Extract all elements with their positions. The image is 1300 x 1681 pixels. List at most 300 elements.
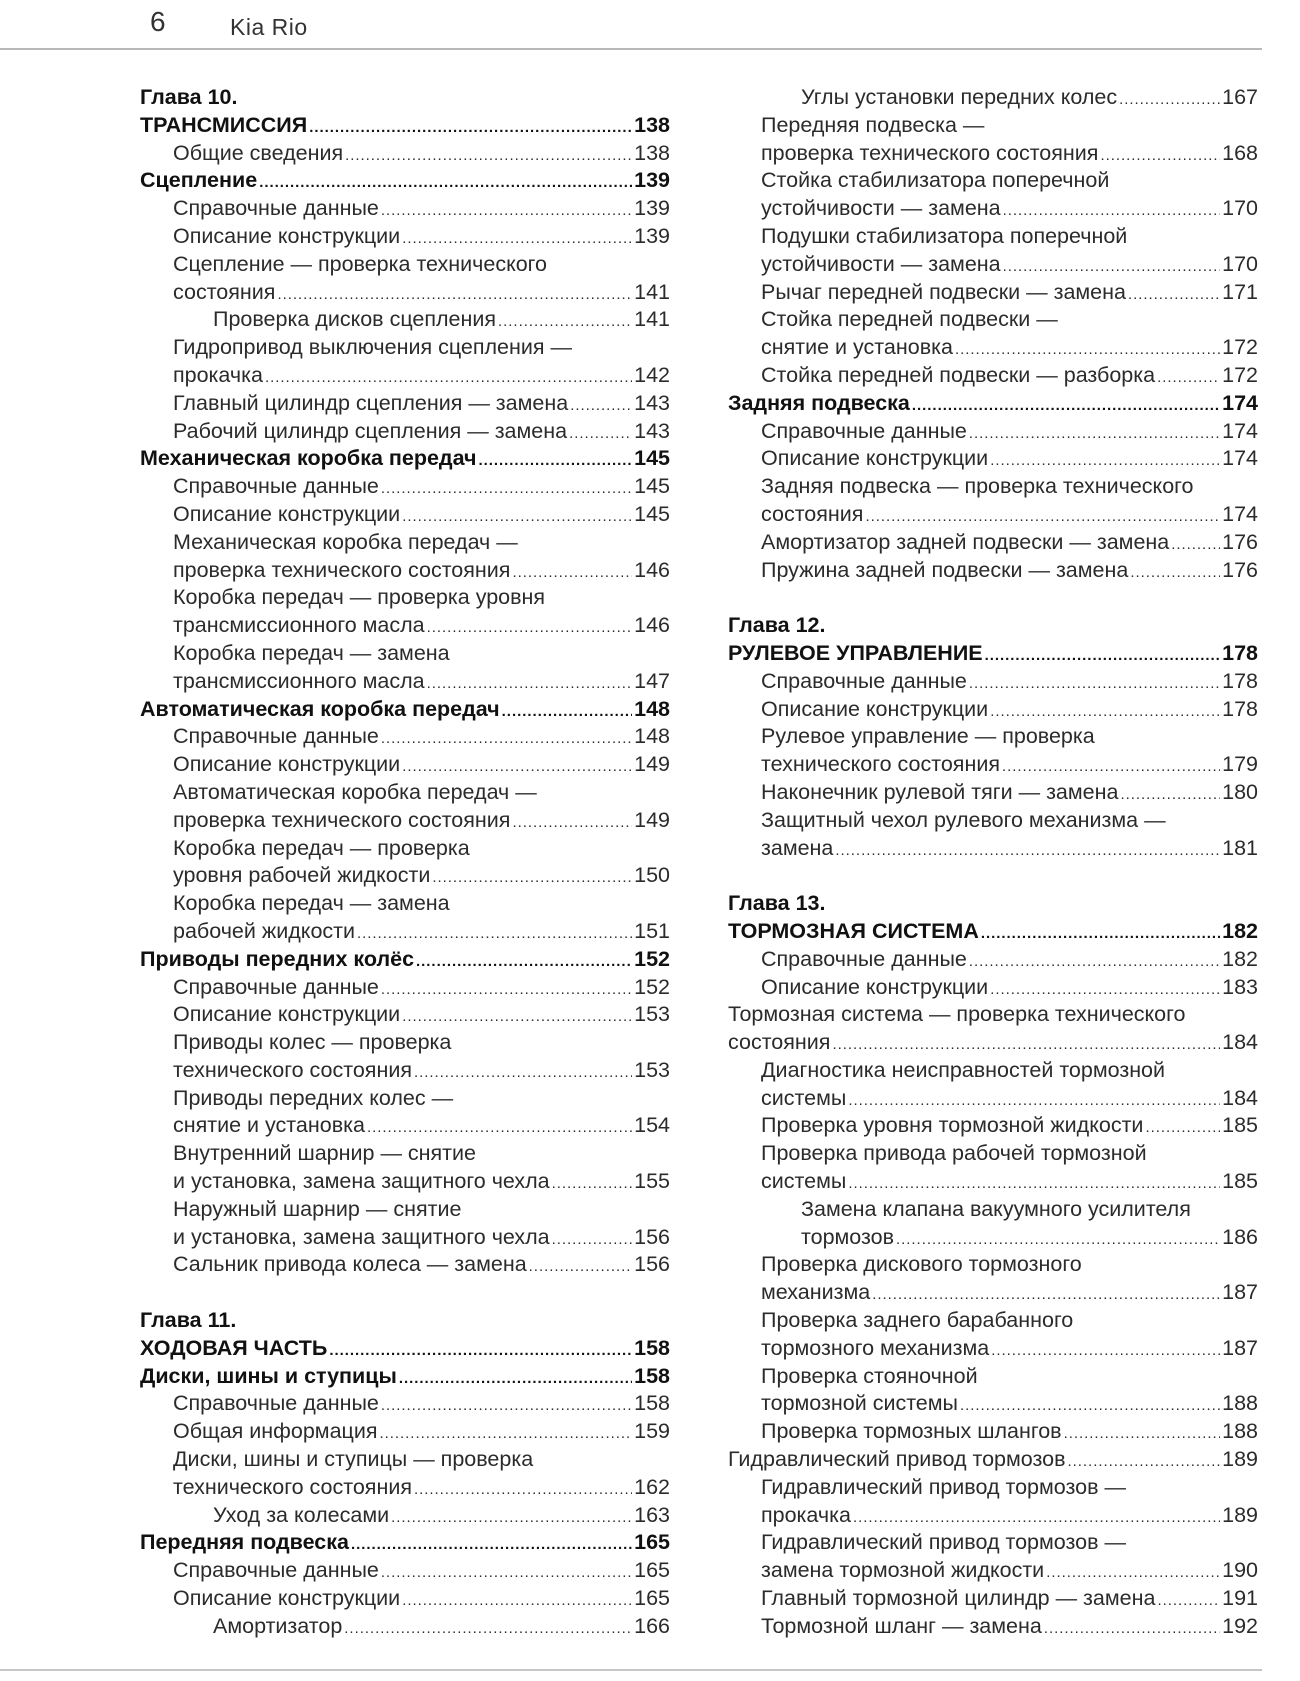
toc-entry-title: замена тормозной жидкости xyxy=(761,1558,1045,1583)
toc-page-number: 192 xyxy=(1222,1613,1258,1638)
toc-page-number: 162 xyxy=(634,1474,670,1499)
dot-leader xyxy=(1064,1418,1221,1446)
toc-entry xyxy=(728,279,1258,307)
toc-entry xyxy=(728,946,1258,974)
toc-entry-title: Диагностика неисправностей тормозной xyxy=(761,1057,1166,1082)
toc-entry xyxy=(140,306,670,334)
toc-page-number: 141 xyxy=(634,279,670,304)
dot-leader xyxy=(981,918,1220,946)
toc-entry-title: проверка технического состояния xyxy=(173,807,511,832)
toc-page-number: 148 xyxy=(634,724,670,749)
toc-page-number: 139 xyxy=(634,196,670,221)
dot-leader xyxy=(848,1168,1220,1196)
toc-page-number: 184 xyxy=(1222,1085,1258,1110)
toc-entry xyxy=(140,362,670,390)
dot-leader xyxy=(853,1502,1220,1530)
dot-leader xyxy=(896,1224,1220,1252)
toc-entry-title: Глава 11. xyxy=(140,1308,237,1333)
toc-page-number: 138 xyxy=(634,140,670,165)
toc-page-number: 152 xyxy=(634,946,670,971)
dot-leader xyxy=(835,835,1220,863)
toc-page-number: 188 xyxy=(1222,1391,1258,1416)
toc-entry-title: Справочные данные xyxy=(173,724,379,749)
toc-page-number: 158 xyxy=(634,1335,670,1360)
toc-entry-title: Приводы передних колес — xyxy=(173,1085,454,1110)
toc-entry-title: Рычаг передней подвески — замена xyxy=(761,279,1126,304)
toc-entry-title: Описание конструкции xyxy=(761,446,989,471)
toc-entry-title: Рабочий цилиндр сцепления — замена xyxy=(173,418,568,443)
dot-leader xyxy=(1068,1446,1221,1474)
toc-entry-title: Справочные данные xyxy=(173,974,379,999)
dot-leader xyxy=(1171,529,1220,557)
toc-entry xyxy=(728,1112,1258,1140)
dot-leader xyxy=(512,807,632,835)
dot-leader xyxy=(1100,140,1220,168)
chapter-heading xyxy=(140,84,670,112)
toc-entry xyxy=(728,1168,1258,1196)
toc-entry xyxy=(728,1140,1258,1168)
toc-entry xyxy=(728,1418,1258,1446)
dot-leader xyxy=(990,974,1220,1002)
toc-entry xyxy=(728,473,1258,501)
chapter-heading xyxy=(140,1307,670,1335)
toc-page-number: 145 xyxy=(634,446,670,471)
dot-leader xyxy=(865,501,1220,529)
toc-entry xyxy=(140,140,670,168)
toc-entry xyxy=(140,1474,670,1502)
toc-entry-title: Сальник привода колеса — замена xyxy=(173,1252,527,1277)
toc-page-number: 176 xyxy=(1222,557,1258,582)
chapter-heading xyxy=(728,890,1258,918)
toc-entry xyxy=(728,362,1258,390)
toc-page-number: 189 xyxy=(1222,1447,1258,1472)
toc-page-number: 158 xyxy=(634,1391,670,1416)
toc-page-number: 143 xyxy=(634,418,670,443)
toc-entry xyxy=(140,1057,670,1085)
dot-leader xyxy=(1145,1112,1220,1140)
toc-entry-title: тормозного механизма xyxy=(761,1335,990,1360)
toc-page-number: 165 xyxy=(634,1586,670,1611)
toc-entry xyxy=(140,1502,670,1530)
dot-leader xyxy=(960,1390,1220,1418)
toc-entry xyxy=(140,640,670,668)
dot-leader xyxy=(990,696,1220,724)
toc-entry-title: Наконечник рулевой тяги — замена xyxy=(761,779,1119,804)
toc-entry xyxy=(140,195,670,223)
toc-page-number: 178 xyxy=(1222,668,1258,693)
toc-page-number: 188 xyxy=(1222,1419,1258,1444)
toc-page-number: 185 xyxy=(1222,1169,1258,1194)
toc-entry-title: и установка, замена защитного чехла xyxy=(173,1169,550,1194)
dot-leader xyxy=(402,501,632,529)
toc-entry xyxy=(728,1224,1258,1252)
toc-page-number: 153 xyxy=(634,1002,670,1027)
dot-leader xyxy=(502,696,632,724)
toc-entry-title: прокачка xyxy=(173,362,263,387)
toc-entry-title: Описание конструкции xyxy=(173,223,401,248)
toc-entry xyxy=(728,140,1258,168)
toc-section-entry xyxy=(728,390,1258,418)
toc-page-number: 141 xyxy=(634,307,670,332)
toc-entry-title: Гидропривод выключения сцепления — xyxy=(173,335,572,360)
dot-leader xyxy=(381,1557,632,1585)
toc-entry-title: тормозов xyxy=(801,1224,895,1249)
toc-entry xyxy=(140,1001,670,1029)
toc-entry xyxy=(140,1613,670,1641)
toc-entry-title: снятие и установка xyxy=(173,1113,365,1138)
toc-entry xyxy=(728,1196,1258,1224)
toc-section-entry xyxy=(140,696,670,724)
toc-entry-title: Тормозная система — проверка технического xyxy=(728,1002,1186,1027)
toc-page-number: 172 xyxy=(1222,335,1258,360)
toc-page-number: 174 xyxy=(1222,501,1258,526)
dot-leader xyxy=(367,1112,632,1140)
toc-page-number: 165 xyxy=(634,1530,670,1555)
toc-entry xyxy=(728,1585,1258,1613)
toc-entry-title: Внутренний шарнир — снятие xyxy=(173,1141,476,1166)
toc-entry xyxy=(728,1529,1258,1557)
dot-leader xyxy=(478,445,632,473)
toc-page-number: 183 xyxy=(1222,974,1258,999)
toc-entry xyxy=(140,1112,670,1140)
toc-entry-title: ХОДОВАЯ ЧАСТЬ xyxy=(140,1335,328,1360)
toc-entry-title: Проверка стояночной xyxy=(761,1363,978,1388)
toc-entry-title: Глава 10. xyxy=(140,85,238,109)
toc-entry-title: уровня рабочей жидкости xyxy=(173,863,431,888)
toc-entry xyxy=(140,1418,670,1446)
toc-page-number: 147 xyxy=(634,668,670,693)
toc-entry-title: проверка технического состояния xyxy=(173,557,511,582)
toc-page-number: 182 xyxy=(1222,918,1258,943)
toc-entry xyxy=(140,529,670,557)
toc-page-number: 170 xyxy=(1222,251,1258,276)
book-title: Kia Rio xyxy=(230,14,308,40)
toc-entry xyxy=(140,1557,670,1585)
toc-entry xyxy=(728,1279,1258,1307)
dot-leader xyxy=(552,1224,632,1252)
toc-section-entry xyxy=(140,112,670,140)
toc-entry xyxy=(728,557,1258,585)
toc-entry-title: Гидравлический привод тормозов xyxy=(728,1447,1066,1472)
toc-entry-title: Амортизатор xyxy=(213,1613,343,1638)
toc-entry-title: тормозной системы xyxy=(761,1391,958,1416)
dot-leader xyxy=(832,1029,1220,1057)
toc-entry-title: системы xyxy=(761,1085,847,1110)
toc-page-number: 174 xyxy=(1222,390,1258,415)
toc-entry-title: Передняя подвеска — xyxy=(761,112,985,137)
toc-entry-title: Справочные данные xyxy=(173,1391,379,1416)
toc-page-number: 138 xyxy=(634,112,670,137)
toc-entry xyxy=(140,1251,670,1279)
toc-entry-title: Проверка уровня тормозной жидкости xyxy=(761,1113,1144,1138)
toc-entry xyxy=(140,1224,670,1252)
dot-leader xyxy=(1002,751,1220,779)
toc-entry xyxy=(728,529,1258,557)
toc-section-entry xyxy=(140,445,670,473)
dot-leader xyxy=(259,167,632,195)
toc-entry xyxy=(140,334,670,362)
toc-page-number: 156 xyxy=(634,1224,670,1249)
toc-entry xyxy=(728,195,1258,223)
dot-leader xyxy=(1119,84,1220,112)
toc-entry xyxy=(140,835,670,863)
dot-leader xyxy=(265,362,632,390)
toc-page-number: 174 xyxy=(1222,446,1258,471)
toc-entry-title: Задняя подвеска xyxy=(728,390,910,415)
toc-entry xyxy=(728,1474,1258,1502)
toc-entry-title: Справочные данные xyxy=(173,1558,379,1583)
dot-leader xyxy=(1003,251,1221,279)
dot-leader xyxy=(1044,1613,1220,1641)
chapter-heading xyxy=(728,612,1258,640)
toc-entry xyxy=(140,668,670,696)
dot-leader xyxy=(552,1168,632,1196)
toc-entry-title: Описание конструкции xyxy=(761,974,989,999)
toc-page-number: 187 xyxy=(1222,1280,1258,1305)
toc-entry-title: снятие и установка xyxy=(761,335,953,360)
toc-entry-title: Рулевое управление — проверка xyxy=(761,724,1095,749)
toc-entry xyxy=(728,1557,1258,1585)
toc-entry xyxy=(140,1585,670,1613)
toc-entry-title: Справочные данные xyxy=(761,668,967,693)
toc-entry-title: состояния xyxy=(728,1030,831,1055)
toc-entry xyxy=(728,668,1258,696)
toc-entry xyxy=(140,279,670,307)
toc-entry xyxy=(728,1029,1258,1057)
toc-entry xyxy=(728,1502,1258,1530)
dot-leader xyxy=(402,1585,632,1613)
toc-entry-title: Замена клапана вакуумного усилителя xyxy=(801,1196,1191,1221)
toc-page-number: 186 xyxy=(1222,1224,1258,1249)
dot-leader xyxy=(969,946,1220,974)
dot-leader xyxy=(402,223,632,251)
toc-page-number: 178 xyxy=(1222,640,1258,665)
toc-page-number: 174 xyxy=(1222,418,1258,443)
toc-section-entry xyxy=(140,946,670,974)
dot-leader xyxy=(399,1363,632,1391)
dot-leader xyxy=(529,1251,632,1279)
toc-page-number: 139 xyxy=(634,168,670,193)
toc-entry-title: Наружный шарнир — снятие xyxy=(173,1196,462,1221)
toc-entry xyxy=(140,918,670,946)
toc-entry-title: Проверка дисков сцепления xyxy=(213,307,497,332)
toc-page-number: 145 xyxy=(634,501,670,526)
toc-page-number: 166 xyxy=(634,1613,670,1638)
toc-entry-title: технического состояния xyxy=(173,1057,412,1082)
toc-entry xyxy=(140,974,670,1002)
page-header xyxy=(0,0,1300,60)
toc-entry-title: Проверка тормозных шлангов xyxy=(761,1419,1062,1444)
toc-page-number: 146 xyxy=(634,613,670,638)
toc-entry xyxy=(140,1168,670,1196)
toc-page-number: 149 xyxy=(634,807,670,832)
dot-leader xyxy=(402,1001,632,1029)
toc-entry-title: устойчивости — замена xyxy=(761,251,1001,276)
toc-entry xyxy=(140,1085,670,1113)
toc-entry xyxy=(728,418,1258,446)
toc-entry-title: устойчивости — замена xyxy=(761,196,1001,221)
dot-leader xyxy=(969,418,1220,446)
toc-entry-title: ТОРМОЗНАЯ СИСТЕМА xyxy=(728,918,979,943)
toc-entry-title: Описание конструкции xyxy=(173,501,401,526)
toc-entry-title: Сцепление xyxy=(140,168,258,193)
toc-page-number: 182 xyxy=(1222,946,1258,971)
toc-entry xyxy=(140,557,670,585)
toc-entry-title: Подушки стабилизатора поперечной xyxy=(761,223,1128,248)
toc-page-number: 146 xyxy=(634,557,670,582)
dot-leader xyxy=(498,306,632,334)
toc-entry xyxy=(140,1196,670,1224)
toc-entry-title: трансмиссионного масла xyxy=(173,668,425,693)
dot-leader xyxy=(569,418,632,446)
toc-page-number: 153 xyxy=(634,1057,670,1082)
dot-leader xyxy=(427,668,632,696)
toc-section-entry xyxy=(728,640,1258,668)
dot-leader xyxy=(570,390,632,418)
toc-entry-title: Общая информация xyxy=(173,1419,378,1444)
toc-entry-title: системы xyxy=(761,1169,847,1194)
toc-section-entry xyxy=(140,167,670,195)
dot-leader xyxy=(1157,362,1220,390)
toc-page-number: 185 xyxy=(1222,1113,1258,1138)
page-number: 6 xyxy=(150,6,166,37)
toc-entry-title: Автоматическая коробка передач — xyxy=(173,779,537,804)
toc-entry xyxy=(728,306,1258,334)
dot-leader xyxy=(309,112,632,140)
toc-entry-title: Коробка передач — проверка xyxy=(173,835,470,860)
toc-entry xyxy=(728,1001,1258,1029)
toc-entry xyxy=(728,1390,1258,1418)
toc-entry-title: Проверка дискового тормозного xyxy=(761,1252,1082,1277)
dot-leader xyxy=(1157,1585,1220,1613)
toc-entry-title: Глава 12. xyxy=(728,613,826,638)
toc-entry-title: проверка технического состояния xyxy=(761,140,1099,165)
dot-leader xyxy=(1130,557,1220,585)
toc-entry xyxy=(728,1057,1258,1085)
toc-page-number: 142 xyxy=(634,362,670,387)
toc-page-number: 191 xyxy=(1222,1586,1258,1611)
toc-entry-title: замена xyxy=(761,835,834,860)
toc-entry xyxy=(140,890,670,918)
toc-entry-title: Стойка передней подвески — xyxy=(761,307,1058,332)
toc-entry-title: состояния xyxy=(761,501,864,526)
toc-section-entry xyxy=(140,1529,670,1557)
toc-entry-title: Передняя подвеска xyxy=(140,1530,349,1555)
toc-entry xyxy=(728,696,1258,724)
toc-page-number: 143 xyxy=(634,390,670,415)
toc-entry-title: Коробка передач — проверка уровня xyxy=(173,585,546,610)
toc-page-number: 189 xyxy=(1222,1502,1258,1527)
toc-page-number: 139 xyxy=(634,223,670,248)
dot-leader xyxy=(1128,279,1220,307)
toc-entry xyxy=(140,1390,670,1418)
toc-entry xyxy=(728,723,1258,751)
dot-leader xyxy=(381,723,632,751)
dot-leader xyxy=(1003,195,1221,223)
toc-section-entry xyxy=(140,1335,670,1363)
toc-entry xyxy=(140,1029,670,1057)
toc-entry-title: Стойка стабилизатора поперечной xyxy=(761,168,1110,193)
toc-entry-title: РУЛЕВОЕ УПРАВЛЕНИЕ xyxy=(728,640,983,665)
toc-entry xyxy=(140,473,670,501)
toc-entry-title: технического состояния xyxy=(173,1474,412,1499)
toc-entry-title: Общие сведения xyxy=(173,140,344,165)
toc-entry xyxy=(728,974,1258,1002)
toc-entry xyxy=(140,779,670,807)
toc-entry xyxy=(728,1251,1258,1279)
toc-entry-title: Глава 13. xyxy=(728,891,826,916)
toc-entry xyxy=(140,418,670,446)
dot-leader xyxy=(416,946,632,974)
toc-entry-title: трансмиссионного масла xyxy=(173,613,425,638)
toc-page-number: 184 xyxy=(1222,1030,1258,1055)
toc-entry xyxy=(728,84,1258,112)
toc-entry-title: Стойка передней подвески — разборка xyxy=(761,362,1156,387)
toc-entry-title: Амортизатор задней подвески — замена xyxy=(761,529,1170,554)
toc-entry xyxy=(728,445,1258,473)
toc-page-number: 172 xyxy=(1222,362,1258,387)
toc-page-number: 181 xyxy=(1222,835,1258,860)
dot-leader xyxy=(344,1613,632,1641)
toc-page-number: 154 xyxy=(634,1113,670,1138)
toc-entry-title: Описание конструкции xyxy=(173,1002,401,1027)
toc-entry-title: прокачка xyxy=(761,1502,851,1527)
dot-leader xyxy=(380,1418,633,1446)
dot-leader xyxy=(351,1529,632,1557)
toc-entry-title: рабочей жидкости xyxy=(173,918,356,943)
toc-entry-title: ТРАНСМИССИЯ xyxy=(140,112,308,137)
toc-page-number: 159 xyxy=(634,1419,670,1444)
dot-leader xyxy=(414,1474,632,1502)
toc-entry-title: Тормозной шланг — замена xyxy=(761,1613,1042,1638)
toc-section-entry xyxy=(140,1363,670,1391)
dot-leader xyxy=(345,140,632,168)
toc-entry xyxy=(728,223,1258,251)
dot-leader xyxy=(432,862,632,890)
toc-page-number: 148 xyxy=(634,696,670,721)
toc-column-left xyxy=(140,84,670,1641)
toc-entry xyxy=(728,1613,1258,1641)
toc-entry xyxy=(140,1446,670,1474)
toc-entry xyxy=(140,862,670,890)
toc-page-number: 145 xyxy=(634,474,670,499)
toc-entry-title: Справочные данные xyxy=(761,946,967,971)
toc-entry xyxy=(728,501,1258,529)
toc-entry-title: Описание конструкции xyxy=(761,696,989,721)
toc-entry xyxy=(728,807,1258,835)
dot-leader xyxy=(991,1335,1220,1363)
toc-page-number: 190 xyxy=(1222,1558,1258,1583)
toc-entry xyxy=(140,584,670,612)
toc-entry-title: Автоматическая коробка передач xyxy=(140,696,500,721)
toc-column-right xyxy=(728,84,1258,1641)
dot-leader xyxy=(969,668,1220,696)
dot-leader xyxy=(985,640,1221,668)
dot-leader xyxy=(414,1057,632,1085)
toc-entry xyxy=(140,723,670,751)
toc-entry-title: Уход за колесами xyxy=(213,1502,390,1527)
toc-entry xyxy=(728,112,1258,140)
toc-entry xyxy=(728,167,1258,195)
dot-leader xyxy=(1046,1557,1220,1585)
toc-entry xyxy=(140,390,670,418)
toc-entry xyxy=(728,1335,1258,1363)
dot-leader xyxy=(872,1279,1220,1307)
dot-leader xyxy=(427,612,632,640)
toc-entry-title: Механическая коробка передач xyxy=(140,446,477,471)
toc-page-number: 156 xyxy=(634,1252,670,1277)
dot-leader xyxy=(955,334,1220,362)
